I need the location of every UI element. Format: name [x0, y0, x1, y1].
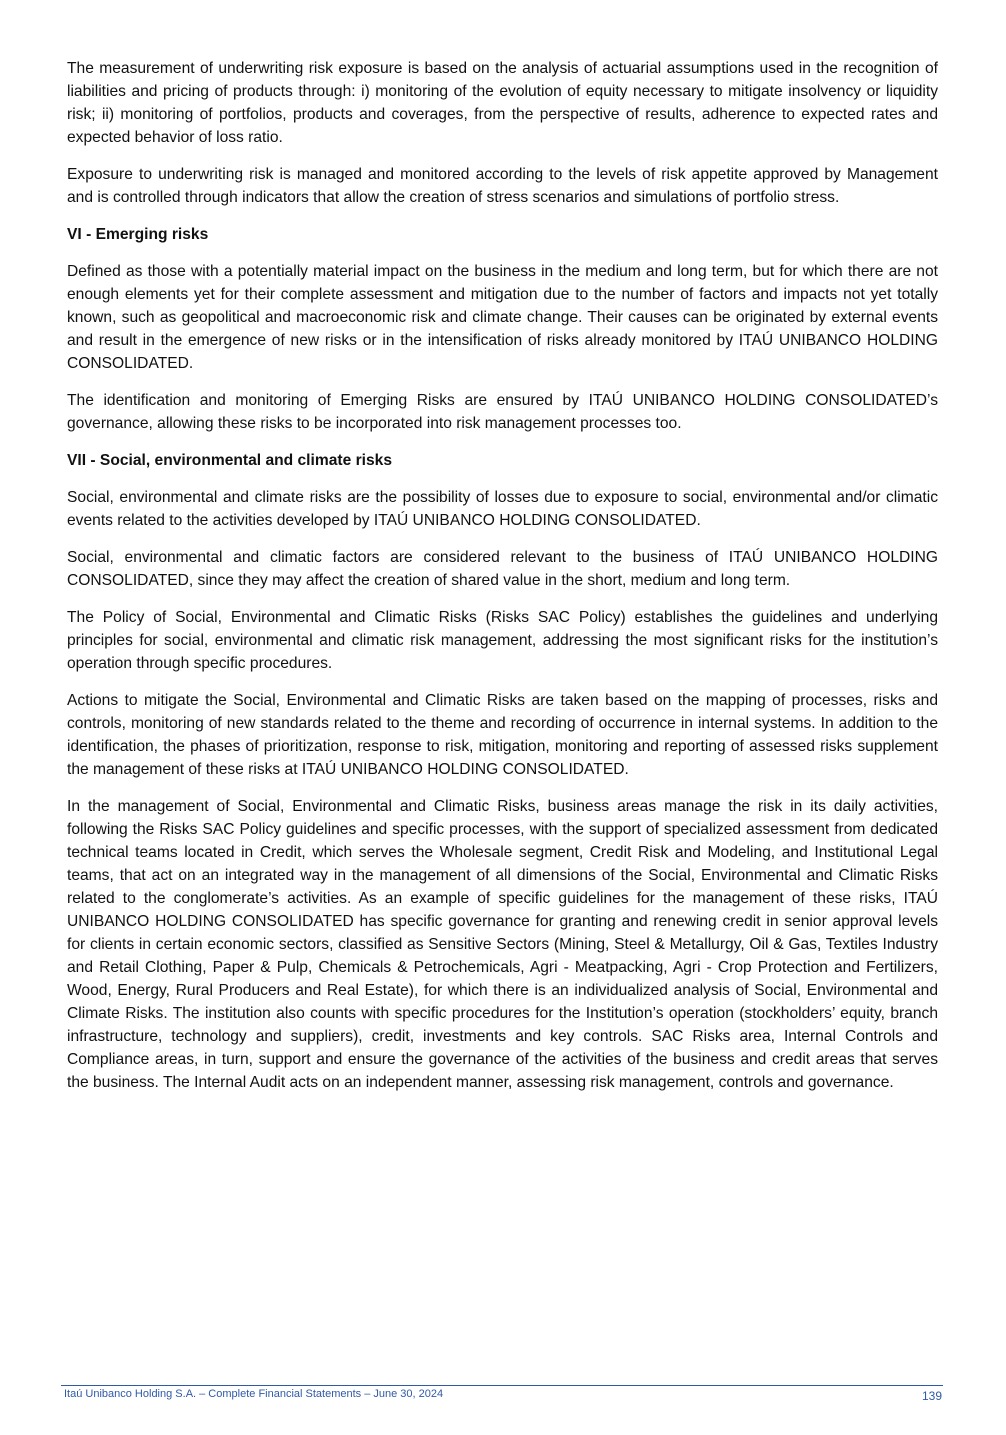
paragraph-sac-factors-relevance: Social, environmental and climatic factors are considered relevant to the business of ITAÚ UNIBANCO HOLDING CONSOLIDATED, since they may affect the creation of shared value in the short, medium and long term. [67, 549, 938, 589]
footer-page-number: 139 [921, 1389, 942, 1403]
paragraph-sac-mitigation-actions: Actions to mitigate the Social, Environmental and Climatic Risks are taken based on the mapping of processes, risks and controls, monitoring of new standards related to the theme and recording of occurrence in internal systems. In addition to the identification, the phases of prioritization, response to risk, mitigation, monitoring and reporting of assessed risks supplement the management of these risks at ITAÚ UNIBANCO HOLDING CONSOLIDATED. [67, 692, 938, 778]
footer-document-title: Itaú Unibanco Holding S.A. – Complete Financial Statements – June 30, 2024 [64, 1388, 444, 1400]
paragraph-underwriting-measurement: The measurement of underwriting risk exposure is based on the analysis of actuarial assumptions used in the recognition of liabilities and pricing of products through: i) monitoring of the evolution of equity necessary to mitigate insolvency or liquidity risk; ii) monitoring of portfolios, products and coverages, from the perspective of results, adherence to expected rates and expected behavior of loss ratio. [67, 60, 938, 146]
section-heading-emerging-risks: VI - Emerging risks [67, 226, 209, 243]
paragraph-sac-policy: The Policy of Social, Environmental and Climatic Risks (Risks SAC Policy) establishes the guidelines and underlying principles for social, environmental and climatic risk management, addressing the most significant risks for the institution’s operation through specific procedures. [67, 609, 938, 672]
paragraph-sac-risks-definition: Social, environmental and climate risks are the possibility of losses due to exposure to social, environmental and/or climatic events related to the activities developed by ITAÚ UNIBANCO HOLDING CONSOLIDATED. [67, 489, 938, 529]
document-body [67, 57, 938, 1108]
section-heading-social-environmental-climate-risks: VII - Social, environmental and climate risks [67, 452, 392, 469]
paragraph-sac-management: In the management of Social, Environmental and Climatic Risks, business areas manage the risk in its daily activities, following the Risks SAC Policy guidelines and specific processes, with the support of specialized assessment from dedicated technical teams located in Credit, which serves the Wholesale segment, Credit Risk and Modeling, and Institutional Legal teams, that act on an integrated way in the management of all dimensions of the Social, Environmental and Climatic Risks related to the conglomerate’s activities. As an example of specific guidelines for the management of these risks, ITAÚ UNIBANCO HOLDING CONSOLIDATED has specific governance for granting and renewing credit in senior approval levels for clients in certain economic sectors, classified as Sensitive Sectors (Mining, Steel & Metallurgy, Oil & Gas, Textiles Industry and Retail Clothing, Paper & Pulp, Chemicals & Petrochemicals, Agri - Meatpacking, Agri - Crop Protection and Fertilizers, Wood, Energy, Rural Producers and Real Estate), for which there is an individualized analysis of Social, Environmental and Climate Risks. The institution also counts with specific procedures for the Institution’s operation (stockholders’ equity, branch infrastructure, technology and suppliers), credit, investments and key controls. SAC Risks area, Internal Controls and Compliance areas, in turn, support and ensure the governance of the activities of the business and credit areas that serves the business. The Internal Audit acts on an independent manner, assessing risk management, controls and governance. [67, 798, 938, 1091]
paragraph-emerging-risks-governance: The identification and monitoring of Emerging Risks are ensured by ITAÚ UNIBANCO HOLDING CONSOLIDATED’s governance, allowing these risks to be incorporated into risk management processes too. [67, 392, 938, 432]
footer-rule [61, 1385, 943, 1386]
paragraph-emerging-risks-definition: Defined as those with a potentially material impact on the business in the medium and long term, but for which there are not enough elements yet for their complete assessment and mitigation due to the number of factors and impacts not yet totally known, such as geopolitical and macroeconomic risk and climate change. Their causes can be originated by external events and result in the emergence of new risks or in the intensification of risks already monitored by ITAÚ UNIBANCO HOLDING CONSOLIDATED. [67, 263, 938, 372]
paragraph-underwriting-exposure: Exposure to underwriting risk is managed and monitored according to the levels of risk appetite approved by Management and is controlled through indicators that allow the creation of stress scenarios and simulations of portfolio stress. [67, 166, 938, 206]
